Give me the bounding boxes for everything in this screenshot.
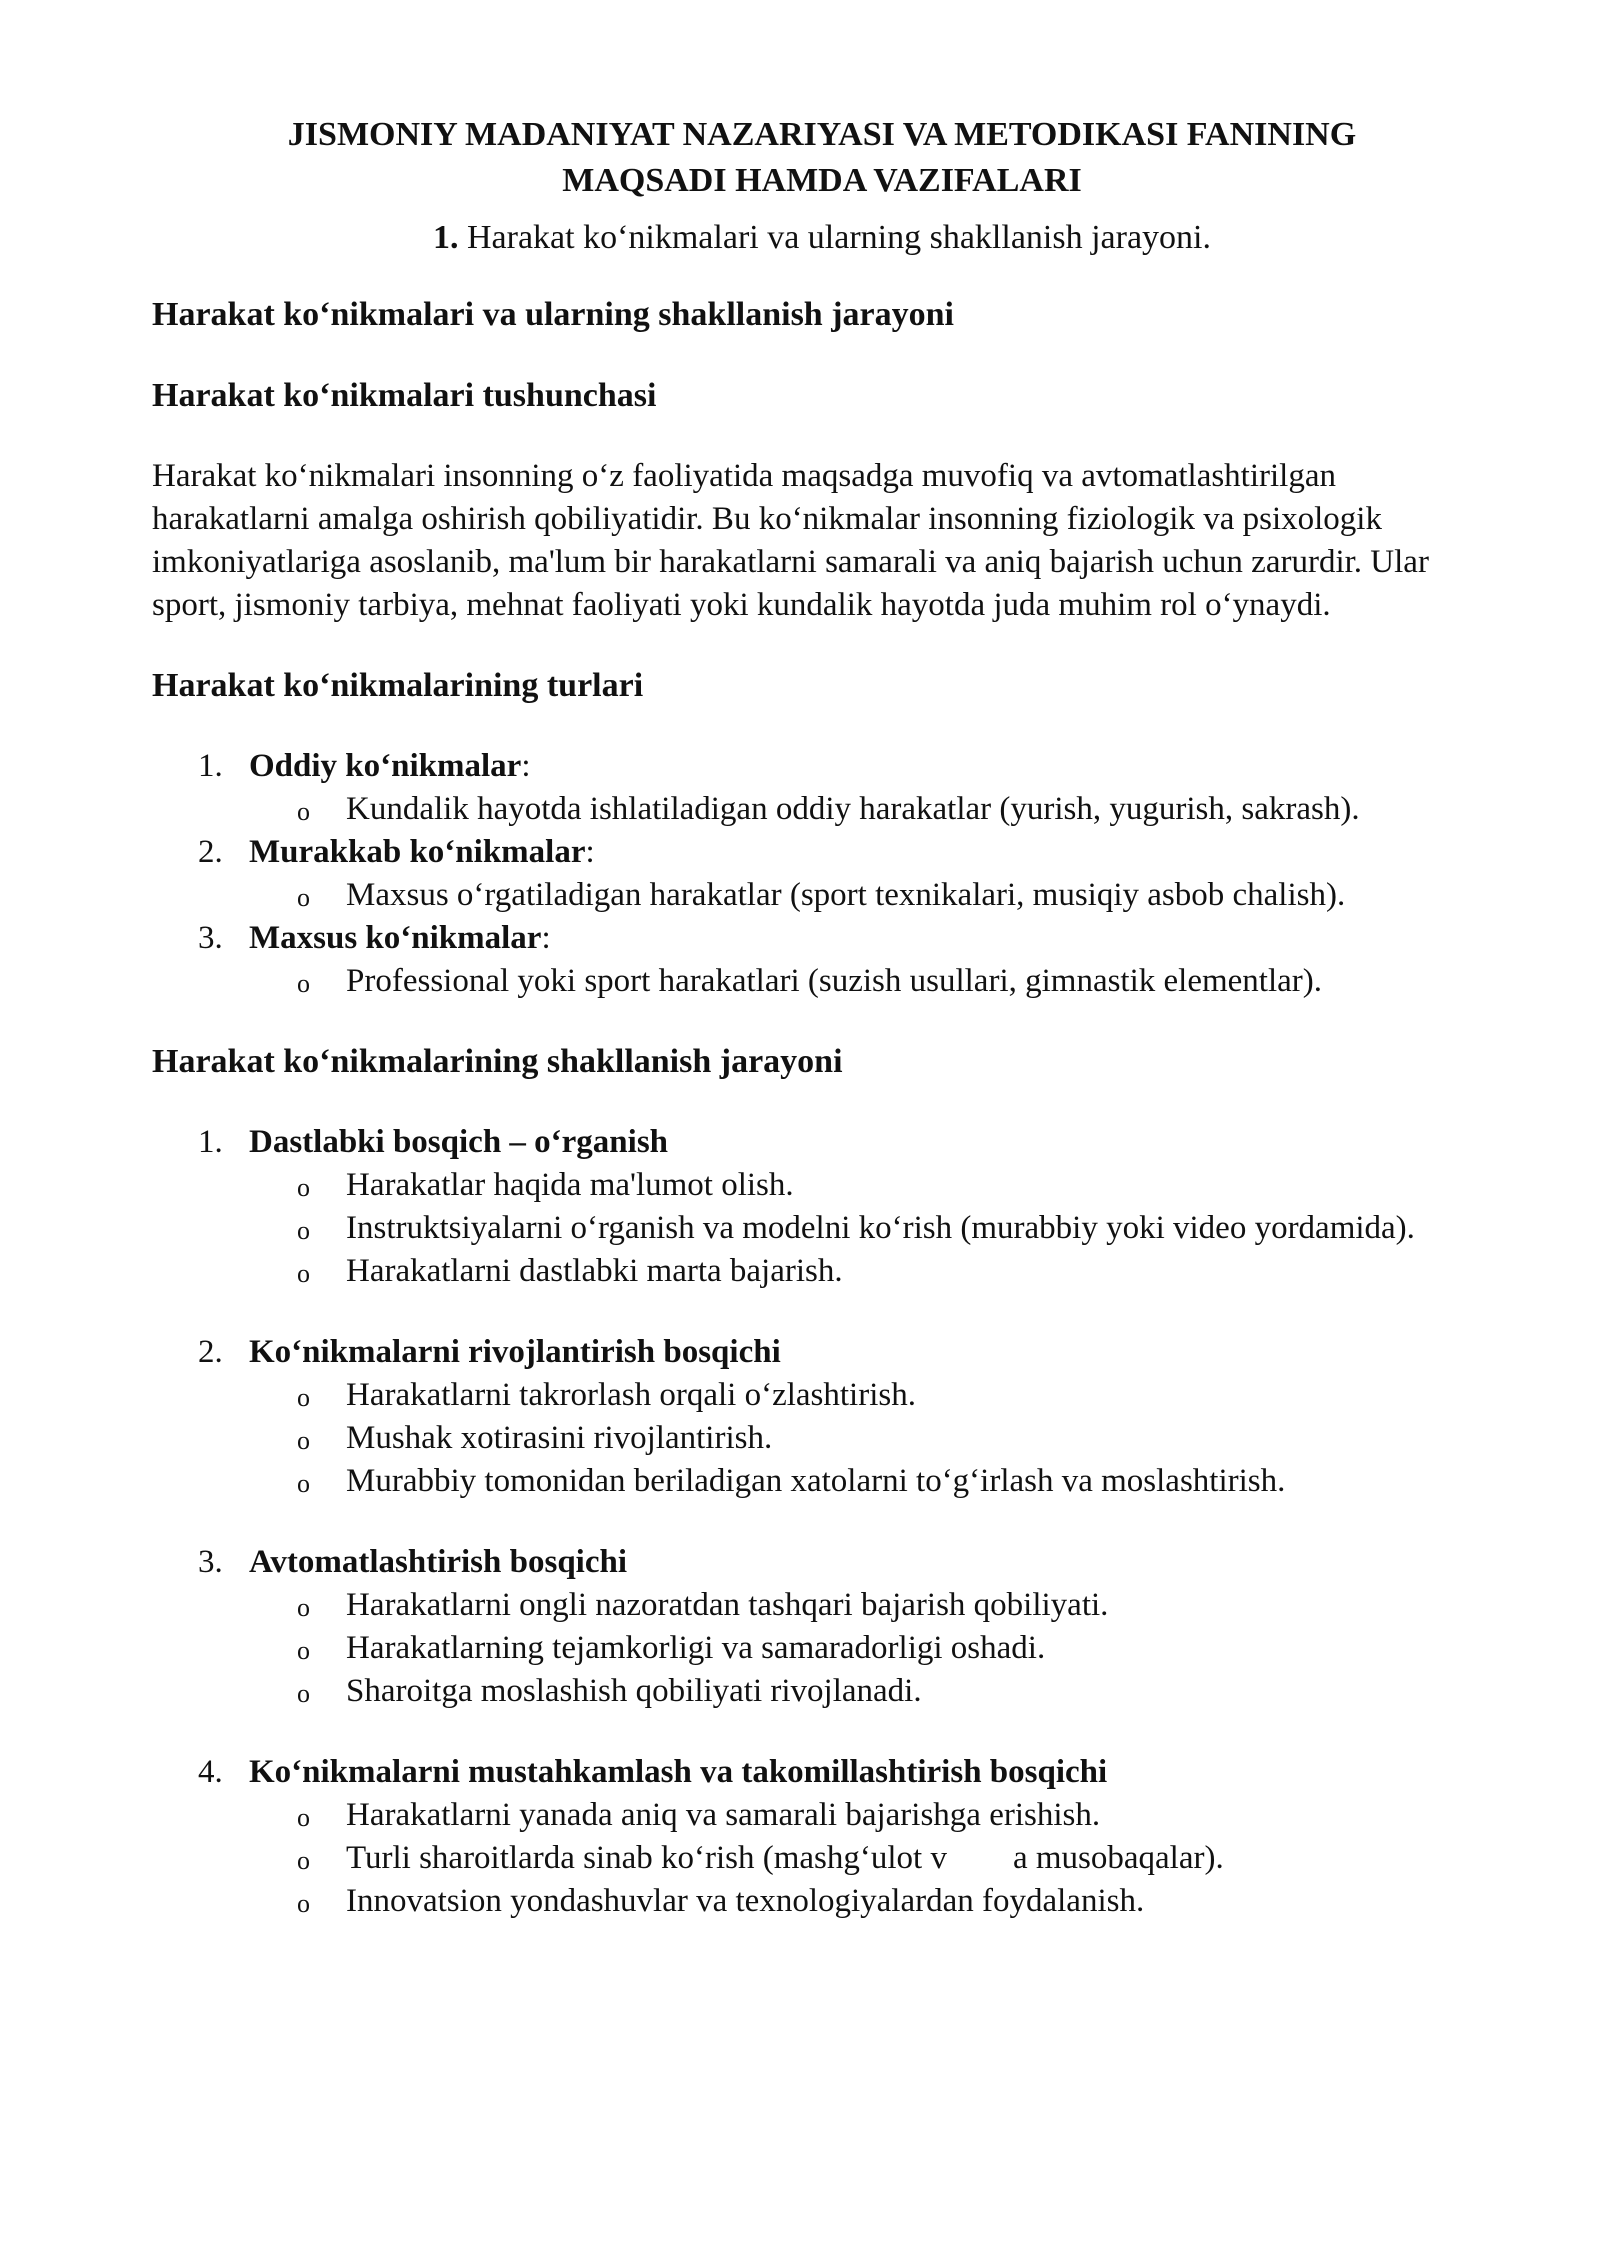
sub-list-item [249,1837,1492,1880]
section-heading-types: Harakat ko‘nikmalarining turlari [152,667,644,704]
sub-list-item [249,1207,1492,1250]
stage-list-item [152,1331,1492,1503]
list-item-title-text: Oddiy ko‘nikmalar [249,748,522,784]
list-item-title [249,1751,1492,1794]
bullet-marker: o [297,1803,310,1832]
list-item-title-text: Murakkab ko‘nikmalar [249,834,586,870]
bullet-marker: o [297,1889,310,1918]
sub-list-item [249,1460,1492,1503]
types-list [152,745,1492,1003]
sub-list-item-text: Innovatsion yondashuvlar va texnologiyalardan foydalanish. [346,1883,1145,1919]
bullet-marker: o [297,1426,310,1455]
sub-list [249,788,1492,831]
bullet-marker: o [297,1469,310,1498]
sub-list-item-text: Harakatlarning tejamkorligi va samaradorligi oshadi. [346,1630,1046,1666]
section-heading-main: Harakat ko‘nikmalari va ularning shakllanish jarayoni [152,296,954,333]
concept-paragraph: Harakat ko‘nikmalari insonning o‘z faoliyatida maqsadga muvofiq va avtomatlashtirilgan harakatlarni amalga oshirish qobiliyatidir. Bu ko‘nikmalar insonning fiziologik va psixologik imkoniyatlariga asoslanib, ma'lum bir harakatlarni samarali va aniq bajarish uchun zarurdir. Ular sport, jismoniy tarbiya, mehnat faoliyati yoki kundalik hayotda juda muhim rol o‘ynaydi. [152,458,1429,623]
title-line-1: JISMONIY MADANIYAT NAZARIYASI VA METODIKASI FANINING [287,116,1357,153]
list-item-title [249,831,1492,874]
bullet-marker: o [297,1216,310,1245]
list-item-colon: : [541,920,551,956]
subtitle [152,216,1492,259]
bullet-marker: o [297,797,310,826]
bullet-marker: o [297,1173,310,1202]
sub-list-item [249,1670,1492,1713]
list-number: 2. [198,1334,223,1370]
sub-list-item-text: Mushak xotirasini rivojlantirish. [346,1420,773,1456]
bullet-marker: o [297,883,310,912]
title-line-2: MAQSADI HAMDA VAZIFALARI [562,162,1082,199]
list-item-title [249,1541,1492,1584]
sub-list-item-text: Sharoitga moslashish qobiliyati rivojlanadi. [346,1673,922,1709]
sub-list-item-text: Turli sharoitlarda sinab ko‘rish (mashg‘ulot v a musobaqalar). [346,1840,1224,1876]
type-list-item [152,917,1492,1003]
bullet-marker: o [297,1636,310,1665]
list-number: 1. [198,1124,223,1160]
document-title [152,112,1492,204]
list-number: 4. [198,1754,223,1790]
subtitle-number: 1. [433,219,459,256]
sub-list [249,1374,1492,1503]
list-item-title [249,1121,1492,1164]
sub-list-item [249,874,1492,917]
section-heading-concept: Harakat ko‘nikmalari tushunchasi [152,377,657,414]
sub-list-item [249,1584,1492,1627]
bullet-marker: o [297,1593,310,1622]
list-number: 1. [198,748,223,784]
sub-list-item [249,1374,1492,1417]
sub-list [249,1794,1492,1923]
section-heading-process: Harakat ko‘nikmalarining shakllanish jarayoni [152,1043,843,1080]
list-item-title [249,1331,1492,1374]
list-item-title-text: Ko‘nikmalarni mustahkamlash va takomillashtirish bosqichi [249,1754,1108,1790]
sub-list-item-text: Instruktsiyalarni o‘rganish va modelni ko‘rish (murabbiy yoki video yordamida). [346,1210,1415,1246]
sub-list-item [249,1880,1492,1923]
sub-list-item [249,1627,1492,1670]
type-list-item [152,831,1492,917]
list-item-title-text: Avtomatlashtirish bosqichi [249,1544,628,1580]
sub-list-item-text: Harakatlar haqida ma'lumot olish. [346,1167,794,1203]
list-number: 3. [198,920,223,956]
sub-list-item-text: Maxsus o‘rgatiladigan harakatlar (sport texnikalari, musiqiy asbob chalish). [346,877,1346,913]
sub-list-item-text: Professional yoki sport harakatlari (suzish usullari, gimnastik elementlar). [346,963,1323,999]
stages-list [152,1121,1492,1923]
sub-list-item-text: Harakatlarni yanada aniq va samarali bajarishga erishish. [346,1797,1101,1833]
list-item-title-text: Maxsus ko‘nikmalar [249,920,542,956]
document-page [152,112,1492,1923]
sub-list-item-text: Harakatlarni dastlabki marta bajarish. [346,1253,843,1289]
sub-list-item [249,960,1492,1003]
sub-list-item [249,1417,1492,1460]
sub-list-item-text: Harakatlarni takrorlash orqali o‘zlashtirish. [346,1377,916,1413]
list-item-title [249,917,1492,960]
subtitle-text: Harakat ko‘nikmalari va ularning shakllanish jarayoni. [467,219,1211,256]
sub-list-item-text: Kundalik hayotda ishlatiladigan oddiy harakatlar (yurish, yugurish, sakrash). [346,791,1360,827]
stage-list-item [152,1541,1492,1713]
list-item-title-text: Dastlabki bosqich – o‘rganish [249,1124,669,1160]
sub-list-item [249,1250,1492,1293]
bullet-marker: o [297,1259,310,1288]
stage-list-item [152,1121,1492,1293]
sub-list [249,1164,1492,1293]
list-item-title [249,745,1492,788]
sub-list [249,1584,1492,1713]
list-item-title-text: Ko‘nikmalarni rivojlantirish bosqichi [249,1334,781,1370]
stage-list-item [152,1751,1492,1923]
sub-list-item [249,1164,1492,1207]
sub-list-item [249,788,1492,831]
list-number: 3. [198,1544,223,1580]
sub-list [249,874,1492,917]
bullet-marker: o [297,1679,310,1708]
list-item-colon: : [521,748,531,784]
sub-list-item-text: Harakatlarni ongli nazoratdan tashqari bajarish qobiliyati. [346,1587,1109,1623]
sub-list-item [249,1794,1492,1837]
list-number: 2. [198,834,223,870]
type-list-item [152,745,1492,831]
list-item-colon: : [585,834,595,870]
bullet-marker: o [297,1383,310,1412]
bullet-marker: o [297,1846,310,1875]
sub-list-item-text: Murabbiy tomonidan beriladigan xatolarni to‘g‘irlash va moslashtirish. [346,1463,1286,1499]
bullet-marker: o [297,969,310,998]
sub-list [249,960,1492,1003]
